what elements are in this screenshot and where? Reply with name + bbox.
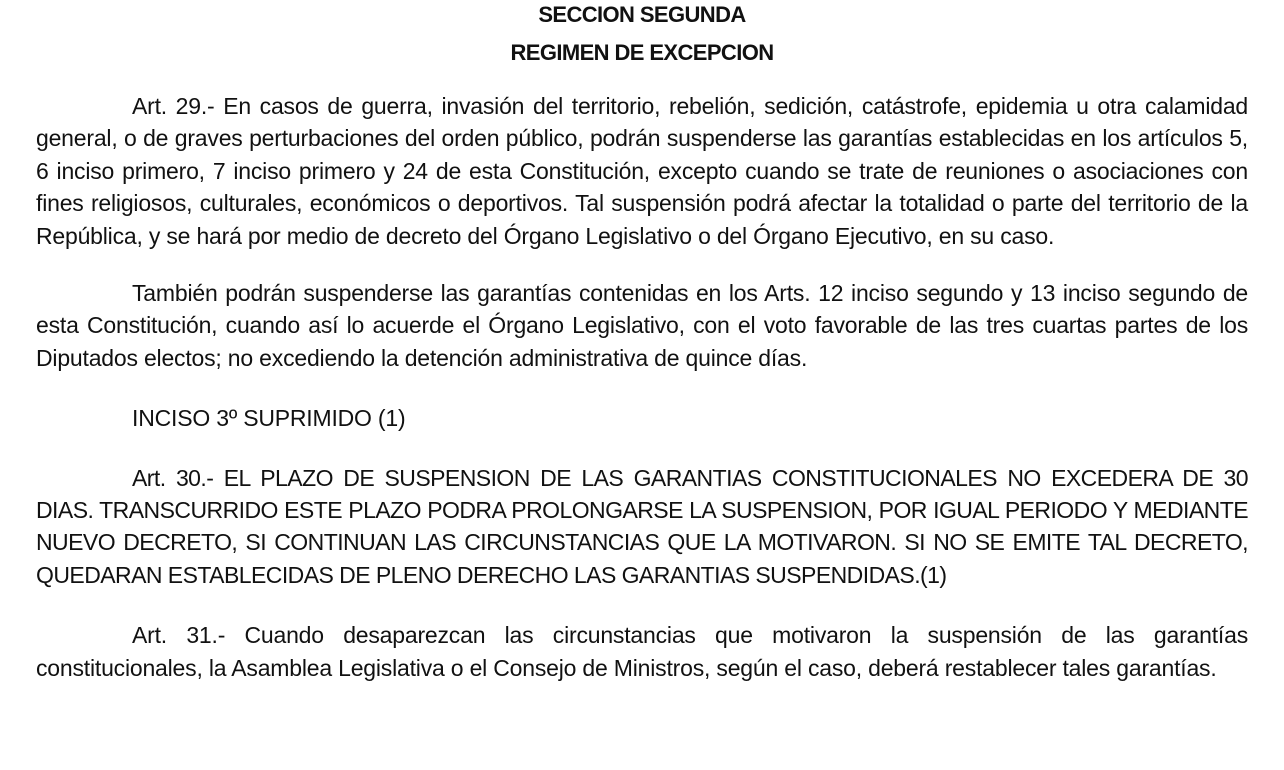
article-31-paragraph [36, 619, 1248, 684]
inciso-suprimido-note [36, 402, 1248, 434]
document-page [36, 0, 1248, 770]
article-31-text: Art. 31.- Cuando desaparezcan las circunstancias que motivaron la suspensión de las garantías constitucionales, la Asamblea Legislativa o el Consejo de Ministros, según el caso, deberá restablecer tales garantías. [36, 622, 1248, 681]
section-title: SECCION SEGUNDA [538, 2, 746, 27]
article-30-text: Art. 30.- EL PLAZO DE SUSPENSION DE LAS GARANTIAS CONSTITUCIONALES NO EXCEDERA DE 30 DIAS. TRANSCURRIDO ESTE PLAZO PODRA PROLONGARSE LA SUSPENSION, POR IGUAL PERIODO Y MEDIANTE NUEVO DECRETO, SI CONTINUAN LAS CIRCUNSTANCIAS QUE LA MOTIVARON. SI NO SE EMITE TAL DECRETO, QUEDARAN ESTABLECIDAS DE PLENO DERECHO LAS GARANTIAS SUSPENDIDAS.(1) [36, 464, 1248, 588]
article-30-paragraph [36, 462, 1248, 592]
article-29-paragraph [36, 90, 1248, 252]
article-29-second-paragraph [36, 277, 1248, 374]
article-29-text: Art. 29.- En casos de guerra, invasión del territorio, rebelión, sedición, catástrofe, epidemia u otra calamidad general, o de graves perturbaciones del orden público, podrán suspenderse las garantías establecidas en los artículos 5, 6 inciso primero, 7 inciso primero y 24 de esta Constitución, excepto cuando se trate de reuniones o asociaciones con fines religiosos, culturales, económicos o deportivos. Tal suspensión podrá afectar la totalidad o parte del territorio de la República, y se hará por medio de decreto del Órgano Legislativo o del Órgano Ejecutivo, en su caso. [36, 93, 1248, 249]
inciso-suprimido-text: INCISO 3º SUPRIMIDO (1) [132, 405, 406, 432]
article-29-second-text: También podrán suspenderse las garantías contenidas en los Arts. 12 inciso segundo y 13 inciso segundo de esta Constitución, cuando así lo acuerde el Órgano Legislativo, con el voto favorable de las tres cuartas partes de los Diputados electos; no excediendo la detención administrativa de quince días. [36, 280, 1248, 371]
section-subtitle: REGIMEN DE EXCEPCION [510, 40, 774, 65]
